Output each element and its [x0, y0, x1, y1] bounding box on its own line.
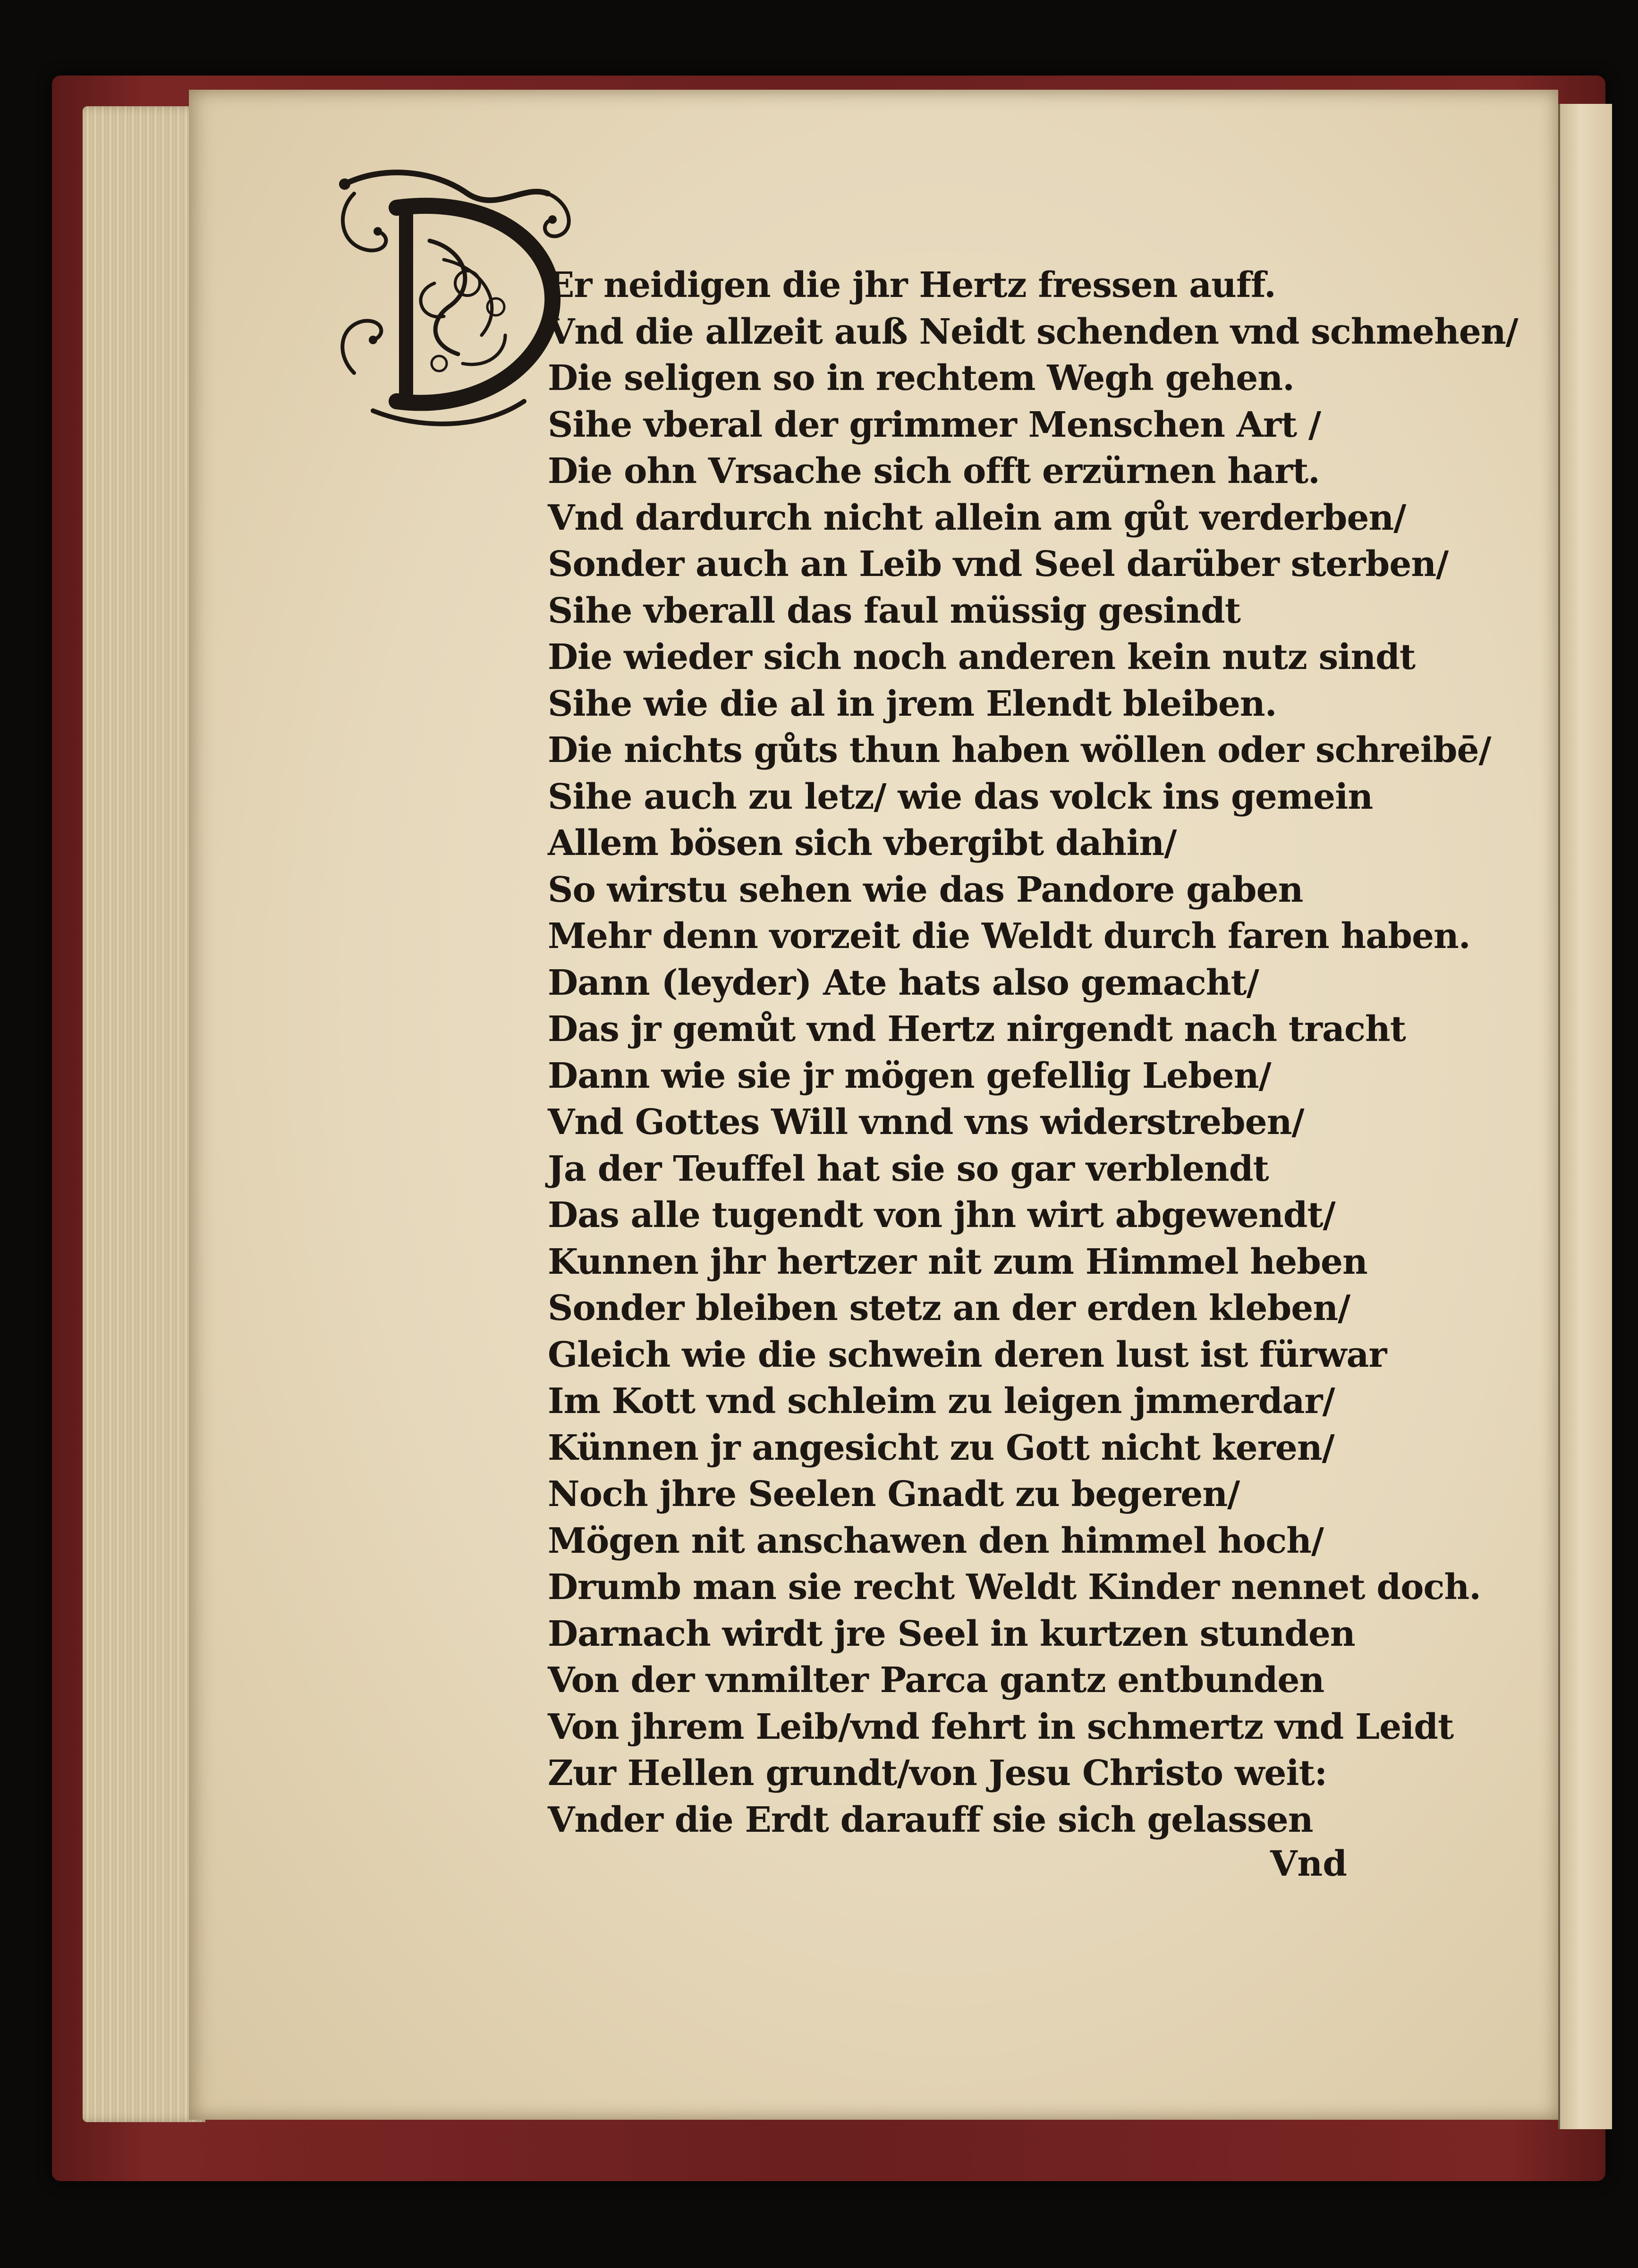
- verse-line: Im Kott vnd schleim zu leigen jmmerdar/: [548, 1381, 1335, 1422]
- verse-line: Sihe wie die al in jrem Elendt bleiben.: [548, 683, 1277, 724]
- verse-line: Mehr denn vorzeit die Weldt durch faren haben.: [548, 916, 1470, 956]
- verse-line: Sihe vberall das faul müssig gesindt: [548, 590, 1240, 631]
- verse-line: Künnen jr angesicht zu Gott nicht keren/: [548, 1427, 1334, 1468]
- verse-line: Vnd dardurch nicht allein am gůt verderben/: [548, 497, 1406, 538]
- verse-line: Sonder bleiben stetz an der erden kleben/: [548, 1288, 1350, 1329]
- verse-line: Dann (leyder) Ate hats also gemacht/: [548, 962, 1259, 1003]
- verse-line: Gleich wie die schwein deren lust ist fürwar: [548, 1334, 1387, 1375]
- verse-line: Zur Hellen grundt/von Jesu Christo weit:: [548, 1753, 1327, 1794]
- verse-line: Sihe vberal der grimmer Menschen Art /: [548, 404, 1321, 445]
- verse-line: Die nichts gůts thun haben wöllen oder schreibē/: [548, 730, 1491, 770]
- facing-page-edge: [1558, 104, 1612, 2129]
- verse-line: Darnach wirdt jre Seel in kurtzen stunden: [548, 1613, 1355, 1654]
- page-edges: [83, 106, 205, 2122]
- verse-line: Dann wie sie jr mögen gefellig Leben/: [548, 1055, 1271, 1096]
- verse-line: Allem bösen sich vbergibt dahin/: [548, 823, 1177, 863]
- catchword: Vnd: [1270, 1844, 1347, 1884]
- verse-line: Vnd Gottes Will vnnd vns widerstreben/: [548, 1102, 1304, 1142]
- verse-line: Von jhrem Leib/vnd fehrt in schmertz vnd Leidt: [548, 1706, 1454, 1747]
- verse-line: Kunnen jhr hertzer nit zum Himmel heben: [548, 1241, 1367, 1282]
- verse-line: Mögen nit anschawen den himmel hoch/: [548, 1520, 1324, 1561]
- verse-line: Sonder auch an Leib vnd Seel darüber sterben/: [548, 544, 1449, 584]
- verse-line: Das jr gemůt vnd Hertz nirgendt nach tracht: [548, 1009, 1406, 1049]
- verse-line: Vnder die Erdt darauff sie sich gelassen: [548, 1799, 1313, 1840]
- verse-line: Von der vnmilter Parca gantz entbunden: [548, 1660, 1324, 1701]
- verse-line: Die ohn Vrsache sich offt erzürnen hart.: [548, 451, 1320, 491]
- verse-line: Die wieder sich noch anderen kein nutz sindt: [548, 637, 1416, 677]
- verse-line: Noch jhre Seelen Gnadt zu begeren/: [548, 1474, 1240, 1515]
- verse-line: Er neidigen die jhr Hertz fressen auff.: [548, 265, 1276, 305]
- verse-line: Drumb man sie recht Weldt Kinder nennet doch.: [548, 1567, 1481, 1608]
- verse-line: So wirstu sehen wie das Pandore gaben: [548, 869, 1303, 910]
- verse-line: Die seligen so in rechtem Wegh gehen.: [548, 358, 1294, 398]
- verse-line: Vnd die allzeit auß Neidt schenden vnd schmehen/: [548, 311, 1518, 352]
- verse-block: [548, 262, 1518, 1843]
- verse-line: Das alle tugendt von jhn wirt abgewendt/: [548, 1195, 1335, 1236]
- verse-line: Ja der Teuffel hat sie so gar verblendt: [548, 1148, 1269, 1189]
- verse-line: Sihe auch zu letz/ wie das volck ins gemein: [548, 776, 1373, 817]
